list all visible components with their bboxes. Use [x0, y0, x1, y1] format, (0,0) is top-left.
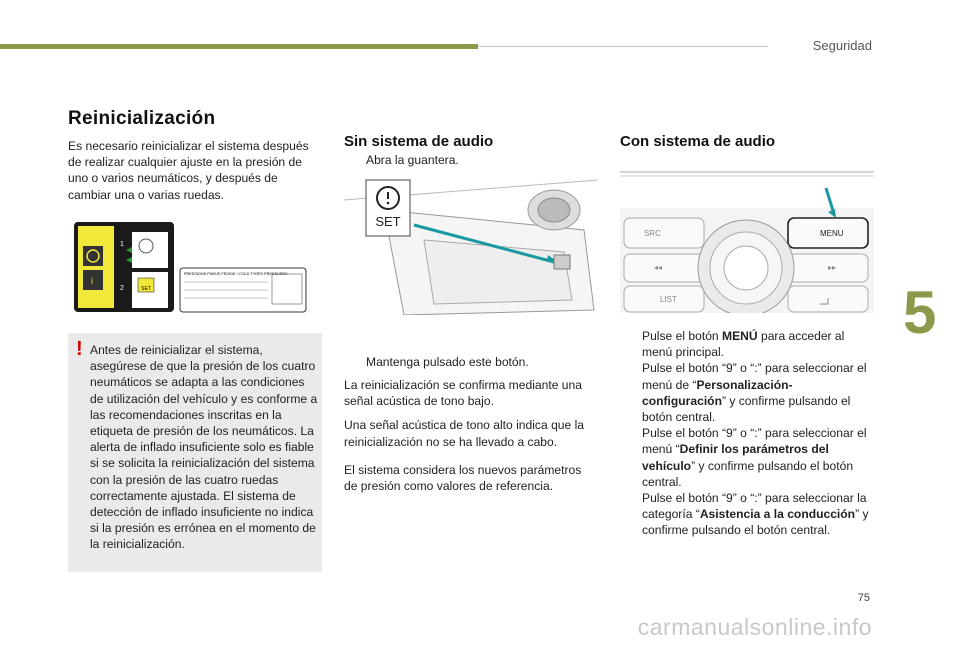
tyre-pressure-label-image: [72, 220, 308, 314]
prev-button-label: ◂◂: [654, 263, 663, 272]
label-set-text: SET: [141, 286, 151, 292]
section-heading-with-audio: Con sistema de audio: [620, 133, 776, 150]
intro-text: Es necesario reinicializar el sistema después de realizar cualquier ajuste en la presión de uno o varios neumáticos, y después de cambiar una o varias ruedas.: [68, 139, 309, 202]
list-item: Pulse el botón “9” o “:” para seleccionar el menú de “Personalización-configuración” y confirme pulsando el botón central.: [642, 361, 867, 425]
header-green-bar: [0, 44, 478, 49]
tyre-label-illustration: [72, 220, 308, 314]
paragraph: La reinicialización se confirma mediante una señal acústica de tono bajo.: [344, 378, 582, 409]
list-item: [344, 152, 594, 168]
src-button-label: SRC: [644, 229, 661, 238]
no-audio-step-list-1: [344, 152, 594, 168]
list-item: Pulse el botón “9” o “:” para seleccionar la categoría “Asistencia a la conducción” y confirme pulsando el botón central.: [642, 491, 869, 538]
paragraph: El sistema considera los nuevos parámetros de presión como valores de referencia.: [344, 462, 582, 494]
list-item: [344, 354, 594, 370]
glovebox-drawing: [344, 170, 598, 315]
step-1-number: 1: [120, 241, 124, 248]
glovebox-illustration: [344, 170, 598, 315]
list-item: Pulse el botón MENÚ para acceder al menú principal.: [642, 329, 845, 360]
chapter-number: 5: [903, 279, 937, 346]
audio-panel-illustration: [620, 168, 874, 313]
menu-button-label: MENU: [820, 229, 844, 238]
audio-step-list: [620, 328, 875, 539]
page-number: 75: [857, 592, 870, 604]
next-button-label: ▸▸: [828, 263, 837, 272]
watermark: carmanualsonline.info: [637, 614, 872, 640]
set-button-label: SET: [375, 214, 401, 229]
label-header-line: PRESSIONS PNEUS FROIDE / COLD TYRES PRESSURES: [184, 272, 288, 276]
no-audio-paragraphs: [344, 377, 598, 502]
paragraph: Una señal acústica de tono alto indica que la reinicialización no se ha llevado a cabo.: [344, 418, 585, 449]
section-title: Seguridad: [812, 38, 872, 53]
no-audio-step-list-2: [344, 354, 594, 370]
list-button-label: LIST: [660, 295, 677, 304]
step-text: Mantenga pulsado este botón.: [366, 355, 529, 369]
warning-icon: !: [76, 338, 83, 360]
svg-text:i: i: [91, 276, 93, 286]
header-divider: [478, 46, 768, 47]
list-item: Pulse el botón “9” o “:” para seleccionar el menú “Definir los parámetros del vehículo” y confirme pulsando el botón central.: [642, 426, 867, 489]
warning-text: Antes de reinicializar el sistema, asegúrese de que la presión de los cuatro neumáticos se adapta a las condiciones de utilización del vehículo y es conforme a las recomendaciones inscritas en la etiqueta de presión de los neumáticos. La alerta de inflado insuficiente solo es fiable si se solicita la reinicialización del sistema con la presión de las cuatro ruedas correctamente ajustada. El sistema de detección de inflado insuficiente no indica si la presión es errónea en el momento de la reinicialización.: [90, 343, 318, 552]
section-heading-no-audio: Sin sistema de audio: [344, 133, 494, 150]
audio-panel-drawing: [620, 168, 874, 313]
page-title: Reinicialización: [68, 108, 216, 129]
step-2-number: 2: [120, 285, 124, 292]
intro-paragraph: [68, 138, 320, 211]
step-text: Abra la guantera.: [366, 153, 459, 167]
